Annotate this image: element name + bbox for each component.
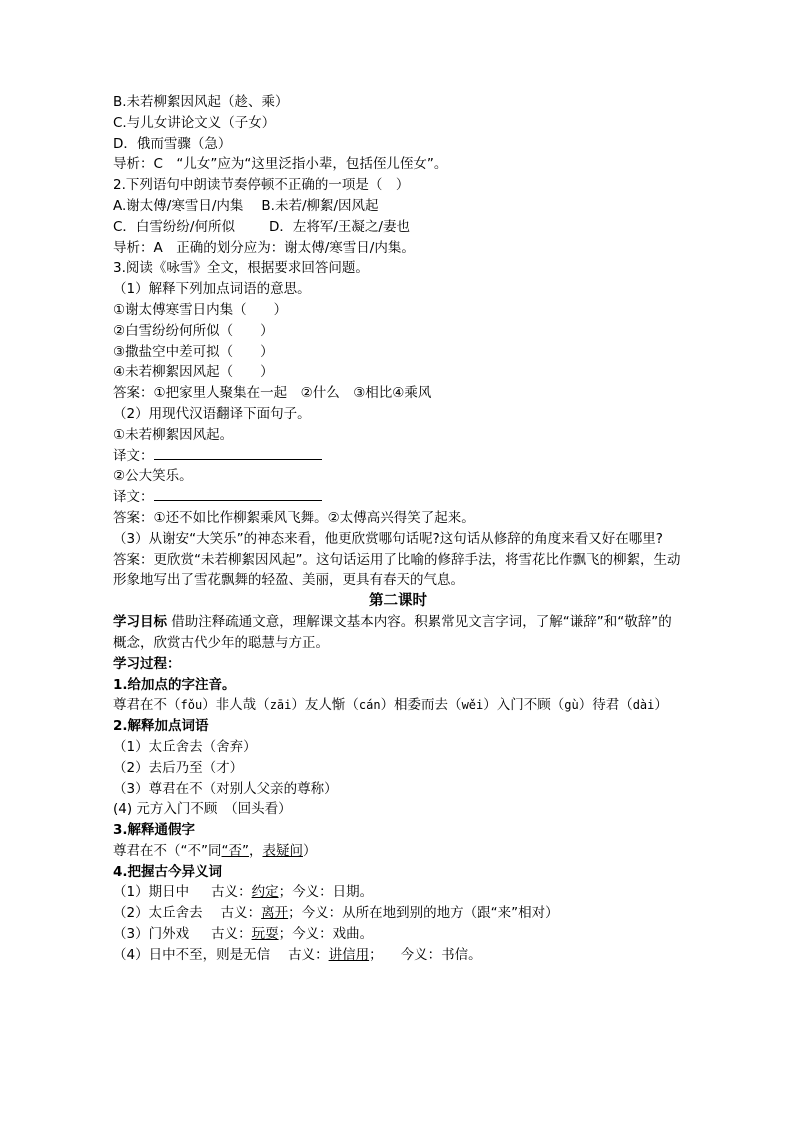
option-c: C.与儿女讲论文义（子女） — [113, 114, 276, 131]
pinyin-answer: cán — [358, 698, 381, 713]
translation-label: 译文： — [113, 489, 154, 506]
item-3: ③撒盐空中差可拟（ ） — [113, 343, 274, 360]
item-modern: 今义：书信。 — [400, 946, 482, 963]
q2-option-a: A.谢太傅/寒雪日/内集 — [113, 197, 244, 214]
pinyin-answer: fǒu — [180, 698, 203, 713]
item-word: （1）期日中 — [113, 884, 190, 901]
item-underlined: 玩耍 — [251, 926, 279, 943]
pinyin-text: 尊君在不（ — [113, 697, 181, 714]
learning-goal-label: 学习目标 — [113, 614, 167, 631]
answer-part-2: 答案：①还不如比作柳絮乘风飞舞。②太傅高兴得笑了起来。 — [113, 509, 475, 526]
explain-item-2: （2）去后乃至（才） — [113, 759, 244, 776]
pinyin-text: ）入门不顾（ — [483, 697, 565, 714]
translation-blank[interactable] — [154, 446, 322, 460]
item-modern: ；今义：戏曲。 — [278, 926, 374, 943]
learning-process-heading: 学习过程： — [113, 655, 181, 672]
explain-item-1: （1）太丘舍去（舍弃） — [113, 738, 257, 755]
pinyin-text: ）相委而去（ — [380, 697, 462, 714]
explain-item-4: (4) 元方入门不顾 （回头看） — [113, 801, 292, 818]
tongjia-item — [113, 841, 683, 862]
option-d: D．俄而雪骤（急） — [113, 135, 232, 152]
item-word: （3）门外戏 — [113, 926, 190, 943]
item-modern: ；今义：日期。 — [278, 884, 374, 901]
pinyin-text: ）待君（ — [578, 697, 633, 714]
question-3-part-3: （3）从谢安“大笑乐”的神态来看，他更欣赏哪句话呢?这句话从修辞的角度来看又好在哪里? — [113, 530, 663, 547]
translation-row-2 — [113, 487, 683, 508]
heading-explain-words: 2.解释加点词语 — [113, 718, 209, 735]
pinyin-text: ）非人哉（ — [202, 697, 270, 714]
q2-option-d: D．左将军/王凝之/妻也 — [268, 218, 410, 235]
analysis-2: 导析：A 正确的划分应为：谢太傅/寒雪日/内集。 — [113, 239, 415, 256]
ancient-modern-item-4 — [113, 945, 683, 966]
item-4: ④未若柳絮因风起（ ） — [113, 364, 274, 381]
tongjia-underlined: “否” — [221, 842, 249, 859]
item-modern: ；今义：从所在地到别的地方（跟“来”相对） — [288, 905, 559, 922]
tongjia-text: ， — [249, 842, 263, 859]
pinyin-answer: gù — [564, 698, 579, 713]
q2-option-c: C．白雪纷纷/何所似 — [113, 218, 235, 235]
document-page — [113, 92, 683, 966]
ancient-modern-item-2 — [113, 903, 683, 924]
translation-row-1 — [113, 446, 683, 467]
item-label: 古义： — [211, 884, 252, 901]
item-1: ①谢太傅寒雪日内集（ ） — [113, 301, 288, 318]
question-2-options-ab — [113, 196, 683, 217]
analysis-1: 导析：C “儿女”应为“这里泛指小辈，包括侄儿侄女”。 — [113, 156, 448, 173]
pinyin-answer: zāi — [269, 698, 292, 713]
pinyin-exercise — [113, 695, 683, 716]
answer-part-3: 答案：更欣赏“未若柳絮因风起”。这句话运用了比喻的修辞手法，将雪花比作飘飞的柳絮，生动形象地写出了雪花飘舞的轻盈、美丽，更具有春天的气息。 — [113, 551, 681, 589]
question-2-options-cd — [113, 217, 683, 238]
translate-sentence-1: ①未若柳絮因风起。 — [113, 426, 234, 443]
translate-sentence-2: ②公大笑乐。 — [113, 468, 193, 485]
learning-goal — [113, 612, 683, 654]
section-title: 第二课时 — [369, 593, 427, 610]
pinyin-text: ）友人惭（ — [291, 697, 359, 714]
option-b: B.未若柳絮因风起（趁、乘） — [113, 94, 289, 110]
heading-pinyin: 1.给加点的字注音。 — [113, 676, 236, 693]
item-label: 古义： — [211, 926, 252, 943]
item-underlined: 讲信用 — [328, 946, 370, 963]
learning-goal-text: 借助注释疏通文意，理解课文基本内容。积累常见文言字词，了解“谦辞”和“敬辞”的概念，欣赏古代少年的聪慧与方正。 — [113, 614, 672, 651]
translation-label: 译文： — [113, 447, 154, 464]
question-3-part-2: （2）用现代汉语翻译下面句子。 — [113, 405, 311, 422]
ancient-modern-item-3 — [113, 924, 683, 945]
item-text: ； — [369, 946, 383, 963]
question-3: 3.阅读《咏雪》全文，根据要求回答问题。 — [113, 260, 369, 277]
item-underlined: 约定 — [251, 884, 279, 901]
explain-item-3: （3）尊君在不（对别人父亲的尊称） — [113, 780, 338, 797]
item-word: （2）太丘舍去 — [113, 905, 203, 922]
item-label: 古义： — [220, 905, 262, 922]
answer-part-1: 答案：①把家里人聚集在一起 ②什么 ③相比④乘风 — [113, 385, 432, 402]
heading-ancient-modern: 4.把握古今异义词 — [113, 863, 223, 880]
question-3-part-1: （1）解释下列加点词语的意思。 — [113, 281, 311, 298]
pinyin-answer: wěi — [461, 698, 484, 713]
pinyin-text: ） — [654, 697, 668, 714]
ancient-modern-item-1 — [113, 882, 683, 903]
item-label: 古义： — [288, 946, 329, 963]
item-2: ②白雪纷纷何所似（ ） — [113, 322, 274, 339]
question-2: 2.下列语句中朗读节奏停顿不正确的一项是（ ） — [113, 177, 410, 194]
tongjia-underlined: 表疑问 — [262, 842, 303, 859]
q2-option-b: B.未若/柳絮/因风起 — [261, 197, 379, 214]
item-underlined: 离开 — [261, 905, 289, 922]
tongjia-text: 尊君在不（“不”同 — [113, 842, 222, 859]
tongjia-text: ） — [303, 842, 317, 859]
translation-blank[interactable] — [154, 487, 322, 501]
item-word: （4）日中不至，则是无信 — [113, 946, 271, 963]
pinyin-answer: dài — [632, 698, 655, 713]
heading-tongjia: 3.解释通假字 — [113, 822, 196, 839]
